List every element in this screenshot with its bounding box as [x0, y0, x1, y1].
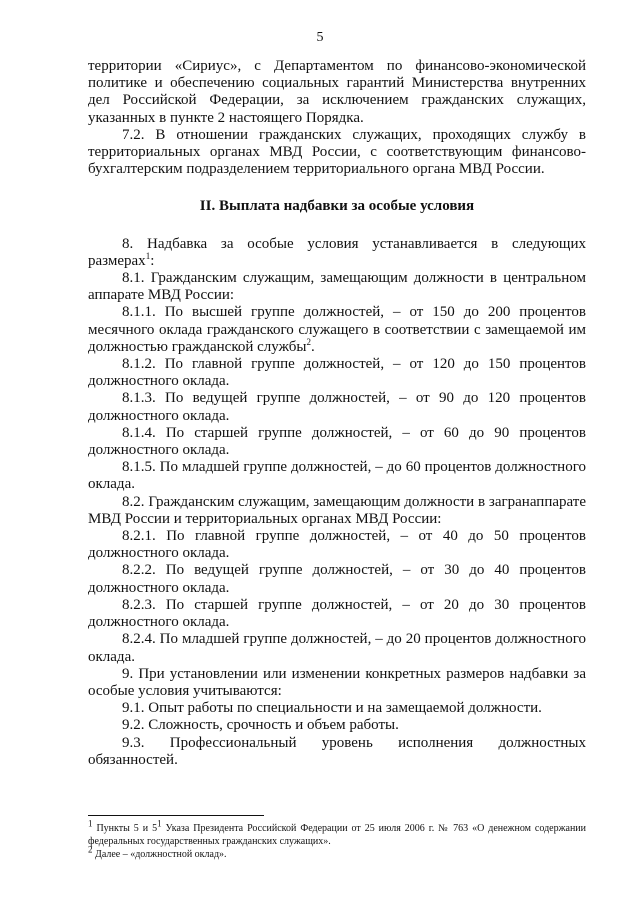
footnote-1-mark: 1	[88, 818, 93, 829]
paragraph-8-tail: :	[150, 252, 155, 269]
paragraph-8-1-3: 8.1.3. По ведущей группе должностей, – от 90 до 120 процентов должностного оклада.	[88, 390, 586, 424]
paragraph-8-2: 8.2. Гражданским служащим, замещающим должности в загранаппарате МВД России и территориальных органах МВД России:	[88, 493, 586, 527]
paragraph-9-2: 9.2. Сложность, срочность и объем работы.	[122, 717, 399, 734]
footnote-ref-1: 1	[145, 250, 151, 261]
footnote-1	[88, 818, 586, 848]
footnote-2	[88, 844, 586, 861]
paragraph-8-text: 8. Надбавка за особые условия устанавливается в следующих размерах	[88, 235, 586, 269]
paragraph-sirius: территории «Сириус», с Департаментом по финансово-экономической политике и обеспечению социальных гарантий Министерства внутренних дел Российской Федерации, за исключением гражданских служащих, указанных в пункте 2 настоящего Порядка.	[88, 58, 586, 126]
document-body	[88, 58, 586, 769]
footnote-1-post: Указа Президента Российской Федерации от 25 июля 2006 г. № 763 «О денежном содержании федеральных государственных гражданских служащих».	[88, 823, 586, 847]
footnotes	[88, 818, 586, 861]
paragraph-8-2-3: 8.2.3. По старшей группе должностей, – от 20 до 30 процентов должностного оклада.	[88, 596, 586, 631]
paragraph-8-1-5: 8.1.5. По младшей группе должностей, – до 60 процентов должностного оклада.	[88, 459, 586, 493]
paragraph-8	[88, 236, 586, 270]
paragraph-9-3: 9.3. Профессиональный уровень исполнения должностных обязанностей.	[88, 734, 586, 768]
paragraph-7-2: 7.2. В отношении гражданских служащих, проходящих службу в территориальных органах МВД России, с соответствующим финансово-бухгалтерским подразделением территориального органа МВД России.	[88, 126, 586, 178]
paragraph-8-1-1-text: 8.1.1. По высшей группе должностей, – от 150 до 200 процентов месячного оклада гражданского служащего в соответствии с замещаемой им должностью гражданской службы	[88, 304, 586, 355]
footnote-1-sup: 1	[157, 818, 162, 829]
footnote-1-pre: Пункты 5 и 5	[92, 823, 158, 834]
paragraph-8-1-4: 8.1.4. По старшей группе должностей, – от 60 до 90 процентов должностного оклада.	[88, 424, 586, 459]
paragraph-8-1-1-tail: .	[310, 338, 315, 355]
section-heading: II. Выплата надбавки за особые условия	[199, 198, 475, 215]
footnote-ref-2: 2	[306, 336, 311, 347]
paragraph-8-2-4: 8.2.4. По младшей группе должностей, – до 20 процентов должностного оклада.	[88, 631, 586, 665]
paragraph-9: 9. При установлении или изменении конкретных размеров надбавки за особые условия учитываются:	[88, 665, 586, 699]
footnote-2-mark: 2	[88, 844, 93, 855]
footnote-divider	[88, 815, 264, 816]
paragraph-8-2-1: 8.2.1. По главной группе должностей, – от 40 до 50 процентов должностного оклада.	[88, 528, 586, 562]
paragraph-8-1-1	[88, 304, 586, 356]
paragraph-8-1: 8.1. Гражданским служащим, замещающим должности в центральном аппарате МВД России:	[88, 270, 586, 304]
paragraph-8-2-2: 8.2.2. По ведущей группе должностей, – от 30 до 40 процентов должностного оклада.	[88, 562, 586, 596]
footnote-2-text: Далее – «должностной оклад».	[92, 849, 227, 860]
page-number: 5	[316, 30, 324, 45]
paragraph-9-1: 9.1. Опыт работы по специальности и на замещаемой должности.	[122, 700, 542, 717]
paragraph-8-1-2: 8.1.2. По главной группе должностей, – от 120 до 150 процентов должностного оклада.	[88, 356, 586, 390]
